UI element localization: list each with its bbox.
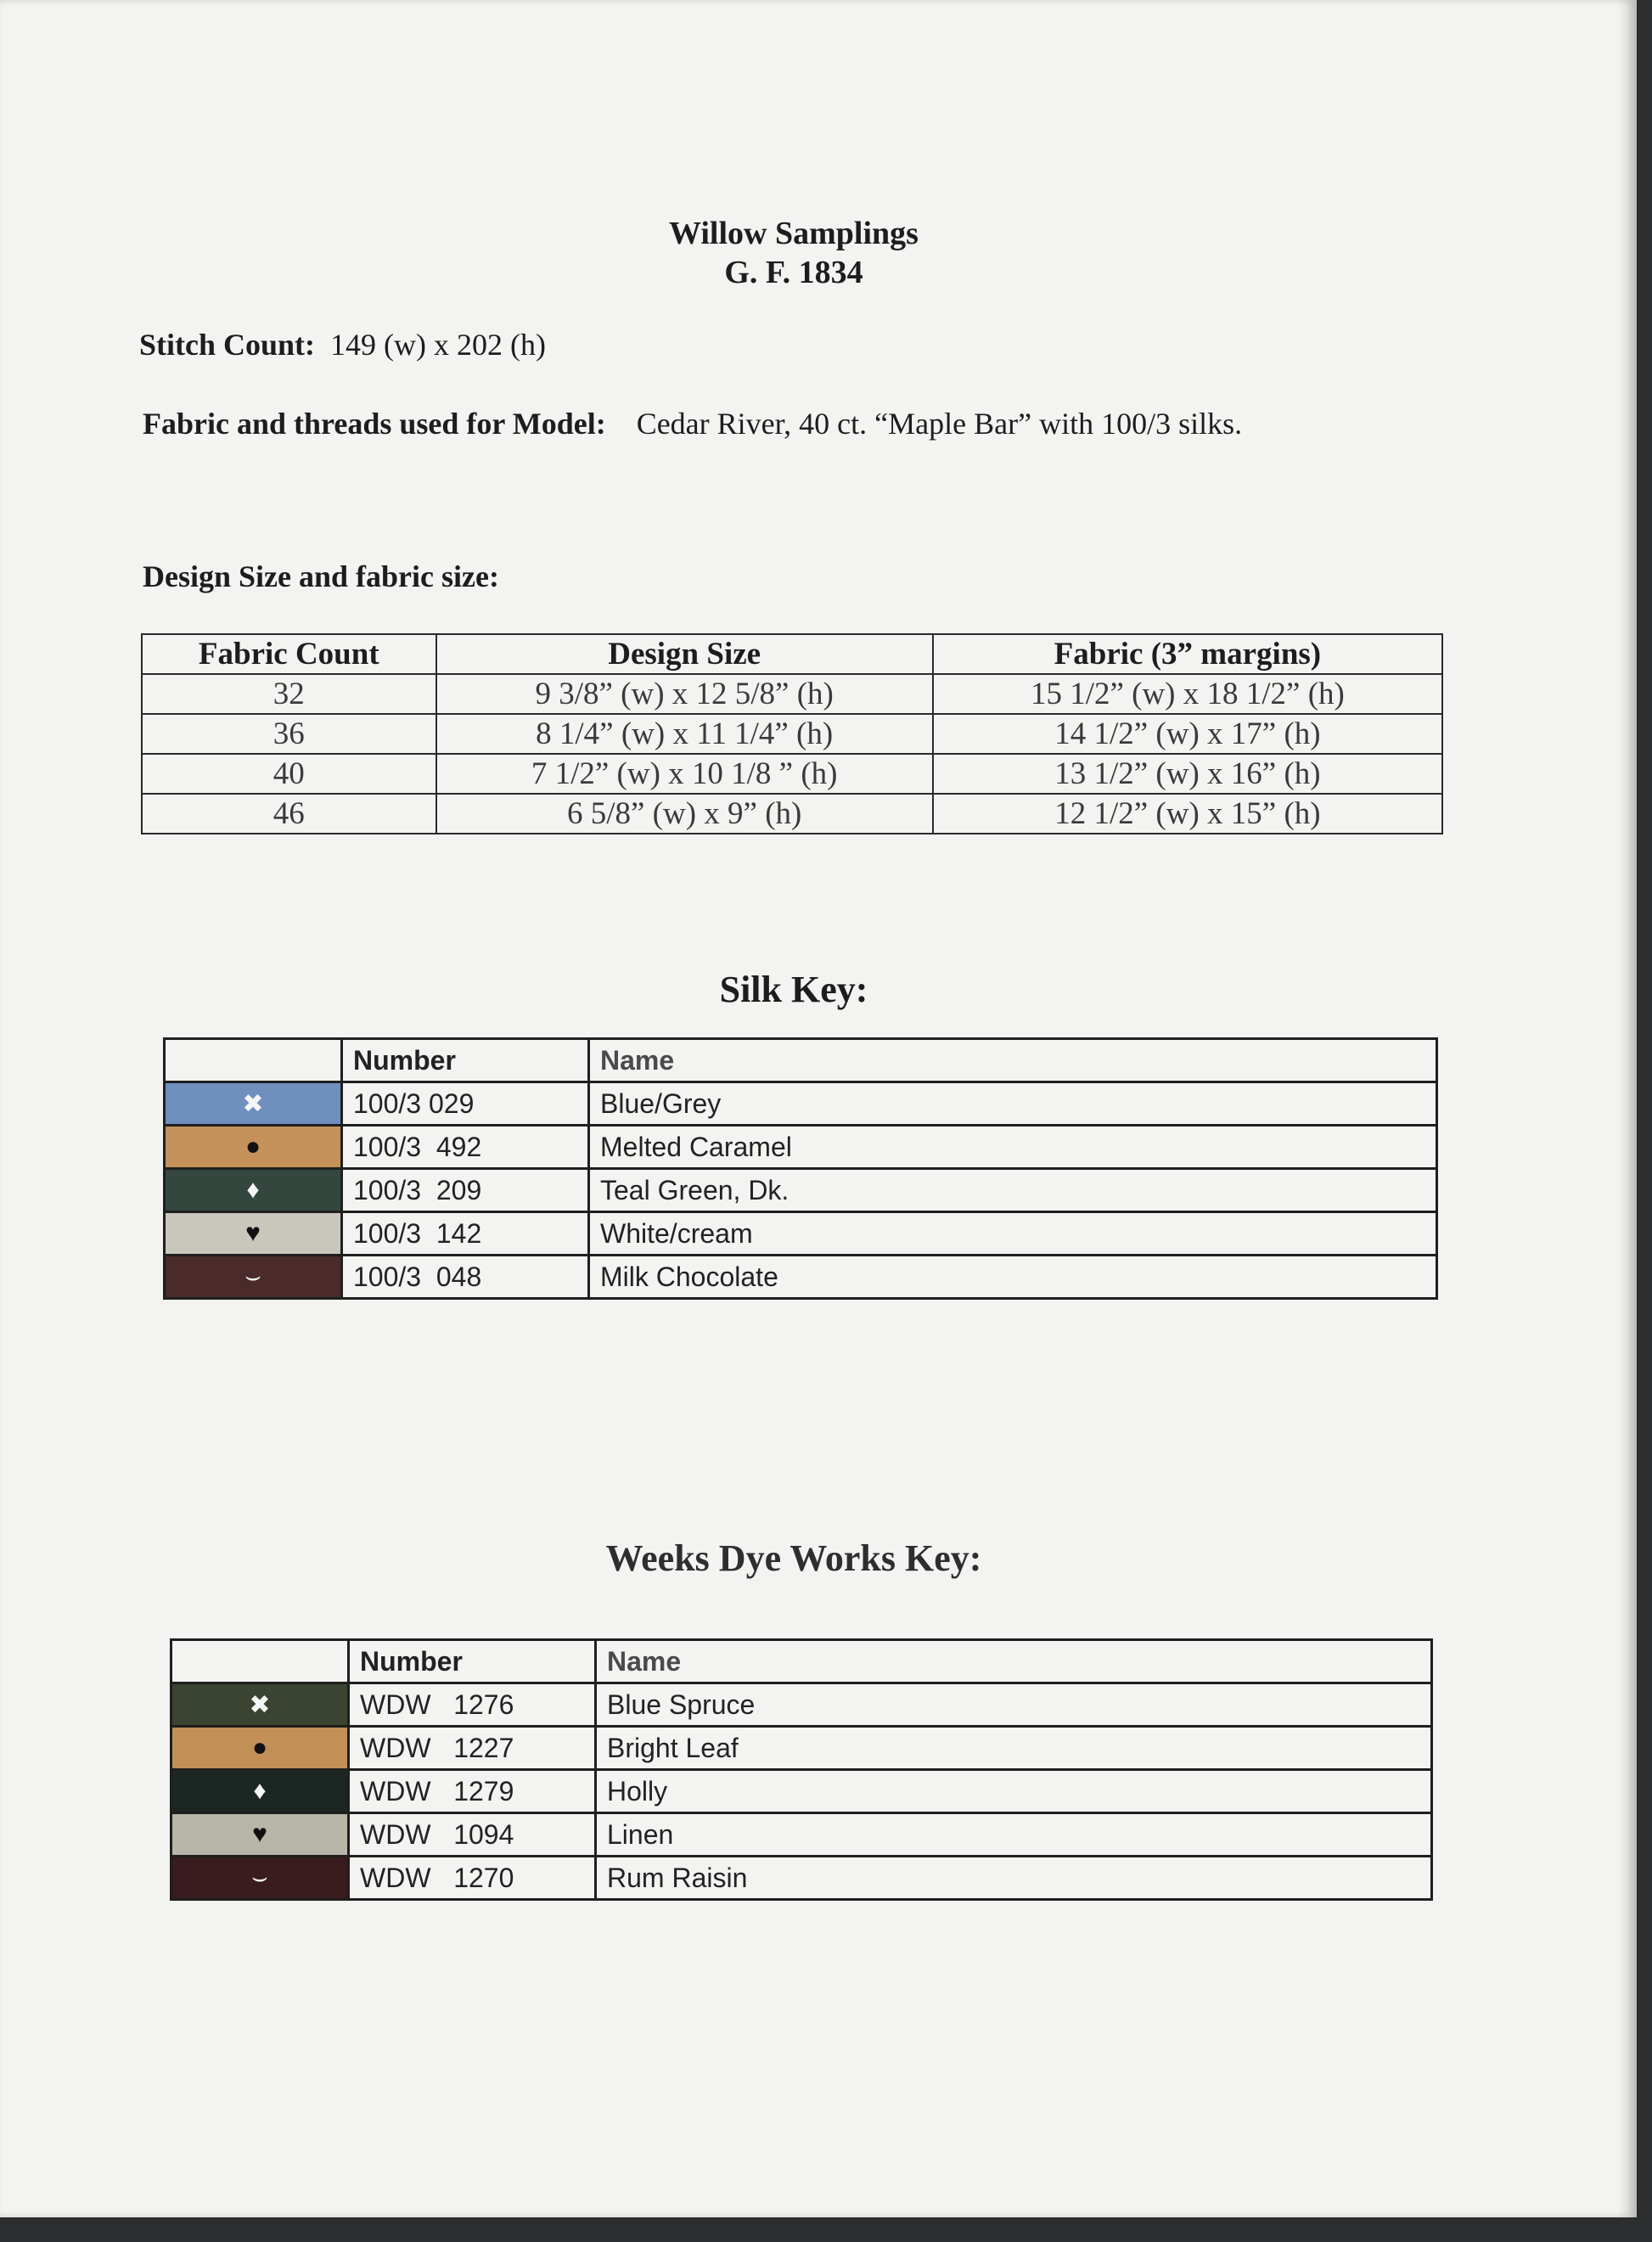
fabric-size-cell: 14 1/2” (w) x 17” (h) [933,714,1442,754]
stitch-count-value: 149 (w) x 202 (h) [330,328,546,362]
size-header-fabric-count: Fabric Count [142,634,436,674]
stitch-symbol-icon: ● [244,1132,261,1160]
stitch-symbol-icon: ● [251,1733,268,1762]
thread-name: Holly [596,1770,1432,1813]
stitch-symbol-icon: ♥ [252,1820,267,1848]
table-row [165,1126,1437,1169]
stitch-symbol-icon: ✖ [242,1089,264,1118]
table-row [165,1256,1437,1299]
thread-number: WDW 1227 [349,1727,596,1770]
thread-number: WDW 1279 [349,1770,596,1813]
thread-name: Teal Green, Dk. [589,1169,1437,1212]
fabric-size-cell: 12 1/2” (w) x 15” (h) [933,794,1442,834]
thread-name: White/cream [589,1212,1437,1256]
table-row [171,1857,1432,1900]
name-header: Name [596,1640,1432,1683]
stitch-symbol-icon: ♦ [246,1176,260,1204]
stitch-symbol-icon: ♥ [245,1219,261,1247]
stitch-symbol-icon: ⌣ [251,1863,268,1891]
thread-number: 100/3 492 [342,1126,589,1169]
stitch-count-line [139,327,546,362]
thread-name: Rum Raisin [596,1857,1432,1900]
table-row [171,1683,1432,1727]
color-swatch [165,1169,342,1212]
size-header-fabric-margins: Fabric (3” margins) [933,634,1442,674]
stitch-symbol-icon: ⌣ [244,1262,261,1290]
thread-name: Milk Chocolate [589,1256,1437,1299]
document-subtitle: G. F. 1834 [724,255,863,290]
design-size-cell: 6 5/8” (w) x 9” (h) [436,794,933,834]
fabric-count-cell: 32 [142,674,436,714]
thread-name: Blue Spruce [596,1683,1432,1727]
fabric-size-cell: 13 1/2” (w) x 16” (h) [933,754,1442,794]
table-row [142,714,1442,754]
fabric-count-cell: 46 [142,794,436,834]
silk-key-title: Silk Key: [719,969,868,1010]
swatch-header [171,1640,349,1683]
table-row [142,754,1442,794]
thread-number: 100/3 048 [342,1256,589,1299]
size-header-design-size: Design Size [436,634,933,674]
design-size-cell: 9 3/8” (w) x 12 5/8” (h) [436,674,933,714]
table-row [171,1813,1432,1857]
weeks-key-table [170,1638,1433,1901]
color-swatch [171,1770,349,1813]
color-swatch [165,1126,342,1169]
design-size-heading: Design Size and fabric size: [143,559,499,593]
table-row [165,1212,1437,1256]
color-swatch [165,1212,342,1256]
weeks-key-title: Weeks Dye Works Key: [605,1537,982,1579]
table-row [165,1082,1437,1126]
stitch-symbol-icon: ✖ [249,1690,271,1719]
color-swatch [165,1082,342,1126]
swatch-header [165,1039,342,1082]
fabric-size-cell: 15 1/2” (w) x 18 1/2” (h) [933,674,1442,714]
table-row [171,1770,1432,1813]
number-header: Number [342,1039,589,1082]
table-row [165,1169,1437,1212]
silk-key-header [165,1039,1437,1082]
color-swatch [171,1727,349,1770]
color-swatch [171,1813,349,1857]
thread-number: WDW 1094 [349,1813,596,1857]
fabric-label: Fabric and threads used for Model: [143,407,606,441]
color-swatch [171,1683,349,1727]
silk-key-table [163,1037,1438,1300]
table-row [142,674,1442,714]
stitch-symbol-icon: ♦ [253,1777,267,1805]
stitch-count-label: Stitch Count: [139,328,316,362]
page-edge-shadow [1617,0,1637,2217]
name-header: Name [589,1039,1437,1082]
table-row [171,1727,1432,1770]
design-size-cell: 8 1/4” (w) x 11 1/4” (h) [436,714,933,754]
fabric-line [143,406,1242,441]
thread-number: 100/3 209 [342,1169,589,1212]
thread-number: 100/3 142 [342,1212,589,1256]
thread-name: Linen [596,1813,1432,1857]
thread-number: WDW 1270 [349,1857,596,1900]
fabric-value: Cedar River, 40 ct. “Maple Bar” with 100/3 silks. [636,407,1243,441]
color-swatch [171,1857,349,1900]
thread-number: WDW 1276 [349,1683,596,1727]
fabric-count-cell: 40 [142,754,436,794]
color-swatch [165,1256,342,1299]
number-header: Number [349,1640,596,1683]
fabric-count-cell: 36 [142,714,436,754]
design-size-cell: 7 1/2” (w) x 10 1/8 ” (h) [436,754,933,794]
thread-number: 100/3 029 [342,1082,589,1126]
design-size-table [141,633,1443,834]
size-table-header [142,634,1442,674]
thread-name: Melted Caramel [589,1126,1437,1169]
thread-name: Blue/Grey [589,1082,1437,1126]
document-title: Willow Samplings [669,216,919,251]
weeks-key-header [171,1640,1432,1683]
thread-name: Bright Leaf [596,1727,1432,1770]
table-row [142,794,1442,834]
